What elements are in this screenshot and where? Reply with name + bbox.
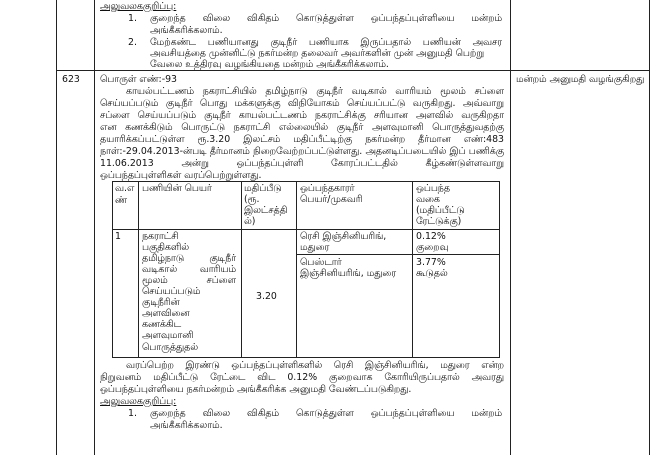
row1-item-2-line2: அவசியத்தை முன்னிட்டு நகர்மன்ற தலைவர் அவர்களின் முன் அனுமதி பெற்று	[150, 48, 485, 59]
row2-item-1-line1: குறைந்த விலை விகிதம் கொடுத்துள்ள ஒப்பந்தப்புள்ளியை மன்றம்	[150, 408, 502, 419]
th-work: பணியின் பெயர்	[142, 183, 212, 194]
conclusion-line-3: ஒப்பந்தப்புள்ளியை நகர்மன்றம் அங்கீகரிக்க அனுமதி வேண்டப்படுகிறது.	[100, 384, 412, 395]
td-bid2-rate-2: கூடுதல்	[416, 268, 448, 279]
td-work-11: பொருத்துதல்	[142, 342, 198, 353]
th-estimate-1: மதிப்பீடு	[244, 183, 282, 194]
th-rate-2: வகை	[416, 194, 440, 205]
para-line-2: செய்யப்படும் குடிநீர் பொது மக்களுக்கு விநியோகம் செய்யப்பட்டு வருகிறது. அவ்வாறு	[100, 98, 504, 109]
td-work-3: தமிழ்நாடு குடிநீர்	[142, 253, 236, 264]
th-rate-1: ஒப்பந்த	[416, 183, 450, 194]
inner-col-line-6	[499, 181, 500, 358]
td-bid1-contractor-2: மதுரை	[300, 242, 330, 253]
para-line-6: நாள்:-29.04.2013-ன்படி தீர்மானம் நிறைவேற்றப்பட்டுள்ளது. அதனடிப்படையில் இப் பணிக்கு	[100, 146, 504, 157]
row1-item-2-line1: மேற்கண்ட பணியானது குடிநீர் பணியாக இருப்பதால் பணியன் அவசர	[150, 37, 502, 48]
subject-number: பொருள் எண்:-93	[100, 74, 178, 85]
inner-col-line-1	[112, 181, 113, 358]
td-work-6: செய்யப்படும்	[142, 286, 201, 297]
row1-note-heading: அலுவலககுறிப்பு:	[100, 1, 177, 12]
td-bid2-contractor-2: இஞ்சினியரிங், மதுரை	[300, 268, 397, 279]
conclusion-line-2: நிறுவனம் மதிப்பீட்டு ரேட்டை விட 0.12% குறைவாக கோரியிருப்பதால் அவரது	[100, 372, 504, 383]
th-estimate-3: இலட்சத்தி	[244, 205, 288, 216]
td-bid2-contractor-1: பெஸ்டார்	[300, 257, 342, 268]
th-estimate-4: ல்)	[244, 216, 256, 227]
th-contractor-2: பெயர்/முகவரி	[300, 194, 363, 205]
council-decision: மன்றம் அனுமதி வழங்குகிறது	[516, 74, 645, 85]
td-work-8: அளவினை	[142, 308, 190, 319]
para-line-1: காயல்பட்டணம் நகராட்சியில் தமிழ்நாடு குடிநீர் வடிகால் வாரியம் மூலம் சப்ளை	[126, 86, 504, 97]
th-rate-4: ரேட்டுக்கு)	[416, 216, 462, 227]
para-line-3: சப்ளை செய்யப்படும் குடிநீர் காயல்பட்டணம் நகராட்சிக்கு சரியான அளவில் வருகிறதா	[100, 110, 504, 121]
th-serial-1: வ.எ	[115, 183, 135, 194]
td-estimate: 3.20	[256, 291, 277, 302]
td-work-7: குடிநீரின்	[142, 297, 180, 308]
inner-table-top	[112, 181, 500, 182]
grid-line-decision	[510, 0, 511, 455]
td-bid1-rate-2: குறைவு	[416, 242, 449, 253]
row1-item-2-number: 2.	[128, 37, 137, 48]
row1-item-1-number: 1.	[128, 13, 137, 24]
row2-note-heading: அலுவலககுறிப்பு:	[100, 396, 177, 407]
para-line-7: 11.06.2013 அன்று ஒப்பந்தப்புள்ளி கோரப்பட்டதில் கீழ்கண்டுள்ளவாறு	[100, 158, 504, 169]
td-bid1-rate-1: 0.12%	[416, 231, 446, 242]
td-work-2: பகுதிகளில்	[142, 242, 190, 253]
th-rate-3: (மதிப்பீட்டு	[416, 205, 465, 216]
inner-col-line-4	[296, 181, 297, 358]
inner-table-header-bottom	[112, 229, 500, 230]
td-work-5: மூலம் சப்ளை	[142, 275, 236, 286]
serial-number: 623	[62, 74, 80, 85]
grid-line-serial	[94, 0, 95, 455]
row2-item-1-number: 1.	[128, 408, 137, 419]
para-line-5: தயாரிக்கப்பட்டுள்ள ரூ.3.20 இலட்சம் மதிப்பீட்டிற்கு நகர்மன்ற தீர்மான எண்:483	[100, 134, 504, 145]
th-contractor-1: ஒப்பந்தகாரர்	[300, 183, 355, 194]
para-line-4: என கணக்கிடும் பொருட்டு நகராட்சி எல்லையில் குடிநீர் அளவுமானி பொருத்துவதற்கு	[100, 122, 504, 133]
inner-col-line-2	[138, 181, 139, 358]
row1-item-1-line1: குறைந்த விலை விகிதம் கொடுத்துள்ள ஒப்பந்தப்புள்ளியை மன்றம்	[150, 13, 502, 24]
td-bid1-contractor-1: ரெசி இஞ்சினியரிங்,	[300, 231, 387, 242]
inner-col-line-5	[412, 181, 413, 358]
th-estimate-2: (ரூ.	[244, 194, 260, 205]
inner-table-bottom	[112, 357, 500, 358]
row1-item-1-line2: அங்கீகரிக்கலாம்.	[150, 25, 223, 36]
conclusion-line-1: வரப்பெற்ற இரண்டு ஒப்பந்தப்புள்ளிகளில் ரெசி இஞ்சினியரிங், மதுரை என்ற	[126, 360, 504, 371]
td-work-1: நகராட்சி	[142, 231, 179, 242]
td-work-9: கணக்கிட	[142, 319, 182, 330]
grid-line-left	[56, 0, 57, 455]
td-work-4: வடிகால் வாரியம்	[142, 264, 236, 275]
inner-col-line-3	[241, 181, 242, 358]
td-work-10: அளவுமானி	[142, 330, 194, 341]
row1-item-2-line3: வேலை உத்திரவு வழங்கியதை மன்றம் அங்கீகரிக்கலாம்.	[150, 59, 389, 70]
para-line-8: ஒப்பந்தப்புள்ளிகள் வரப்பெற்றுள்ளது.	[100, 170, 262, 181]
td-bid2-rate-1: 3.77%	[416, 257, 446, 268]
th-serial-2: ண்	[115, 195, 127, 206]
row2-item-1-line2: அங்கீகரிக்கலாம்.	[150, 420, 223, 431]
td-serial: 1	[115, 231, 121, 242]
